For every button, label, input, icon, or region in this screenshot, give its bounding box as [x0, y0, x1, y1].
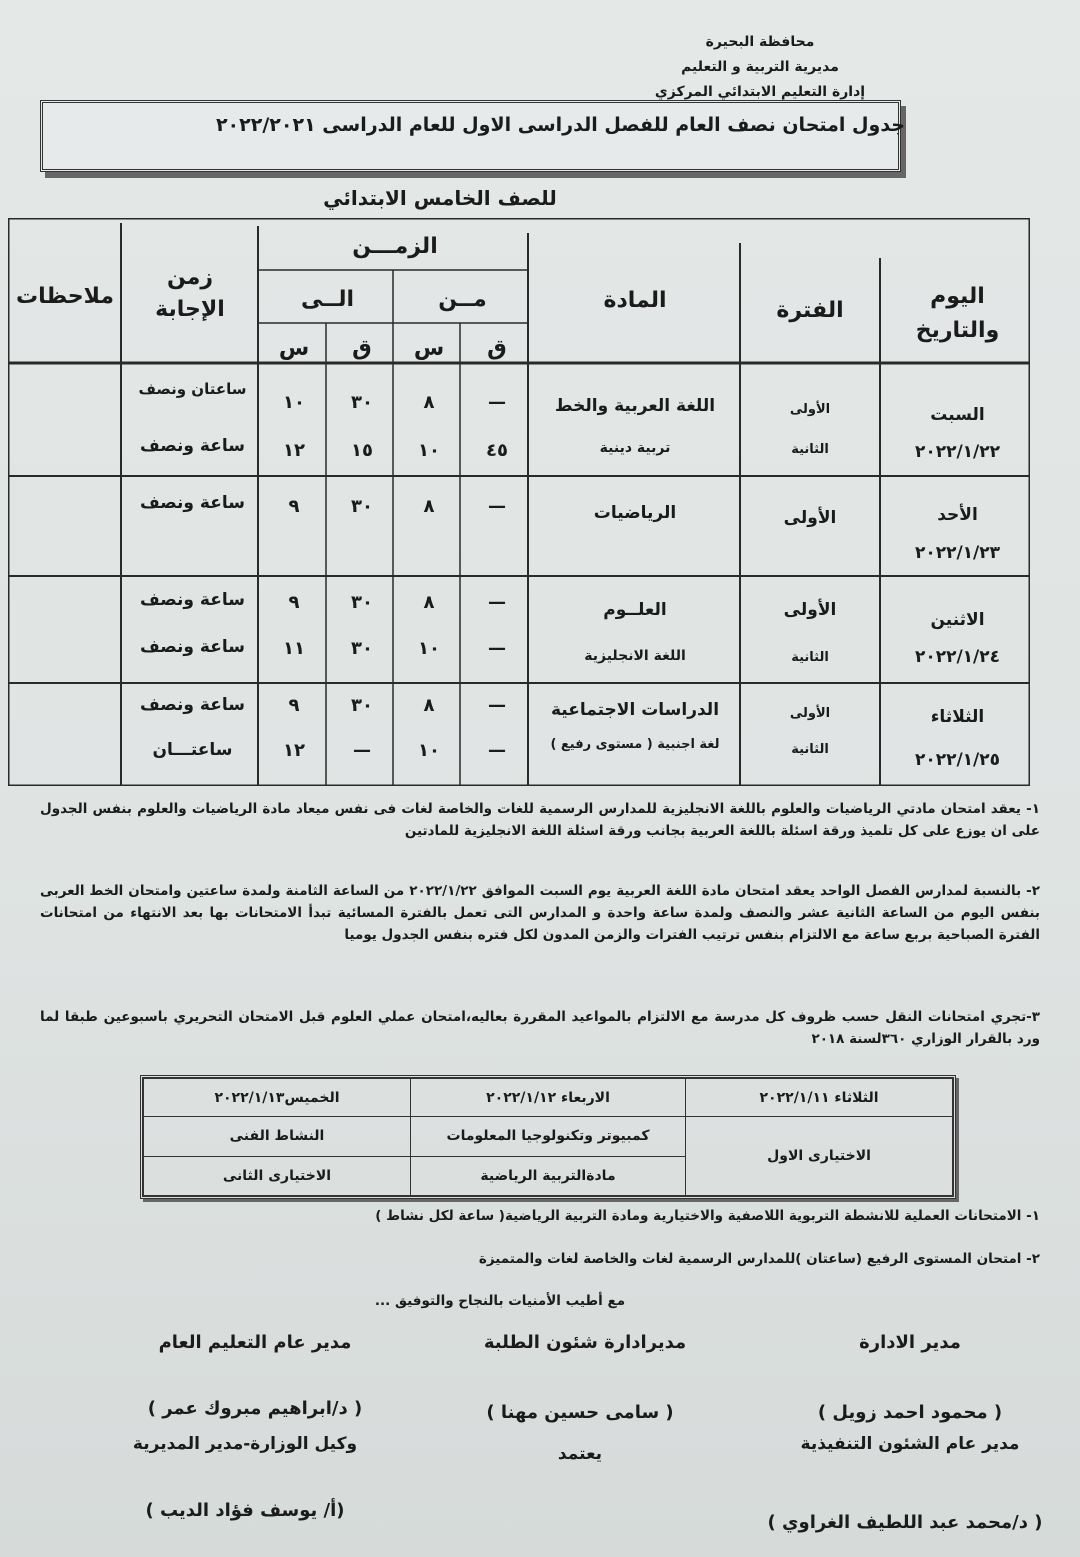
to-hour-cell: ٩	[288, 695, 300, 716]
subject-cell: لغة اجنبية ( مستوى رفيع )	[550, 737, 720, 752]
closing-wish: مع أطيب الأمنيات بالنجاح والتوفيق ...	[374, 1293, 626, 1309]
period-cell: الثانية	[791, 442, 829, 457]
header-from-s: س	[413, 336, 445, 361]
header-to-q: ق	[352, 336, 372, 361]
header-period: الفترة	[776, 298, 844, 323]
from-minute-cell: —	[488, 496, 506, 517]
subject-cell: الدراسات الاجتماعية	[550, 700, 720, 720]
from-hour-cell: ١٠	[418, 740, 440, 761]
activity-day-tue: الثلاثاء ٢٠٢٢/١/١١	[686, 1079, 953, 1117]
header-from-q: ق	[487, 336, 507, 361]
to-minute-cell: ٣٠	[351, 592, 373, 613]
signature-title-2: مديرادارة شئون الطلبة	[483, 1332, 687, 1353]
page-title: جدول امتحان نصف العام للفصل الدراسى الاول للعام الدراسى ٢٠٢٢/٢٠٢١	[215, 114, 905, 136]
activities-table	[140, 1075, 956, 1199]
from-minute-cell: —	[488, 740, 506, 761]
to-hour-cell: ١٠	[283, 392, 305, 413]
from-minute-cell: —	[488, 392, 506, 413]
header-notes: ملاحظات	[16, 284, 114, 309]
from-minute-cell: —	[488, 638, 506, 659]
organization-header	[630, 30, 890, 105]
from-hour-cell: ١٠	[418, 638, 440, 659]
activity-thu-item: الاختيارى الثانى	[144, 1156, 411, 1196]
period-cell: الأولى	[783, 508, 837, 528]
signature-name-1: ( محمود احمد زويل )	[817, 1402, 1003, 1423]
from-hour-cell: ٨	[423, 592, 435, 613]
to-hour-cell: ٩	[288, 496, 300, 517]
note-2: ٢- بالنسبة لمدارس الفصل الواحد يعقد امتحان مادة اللغة العربية يوم السبت الموافق ٢٠٢٢/١/٢٢ من الساعة الثامنة ولمدة ساعتين وامتحان الخط العربى بنفس اليوم من الساعة الثانية عشر والنصف ولمدة ساعة واحدة و المدارس التى تعمل بالفترة المسائية تبدأ الامتحانات بها بعد الانتهاء من امتحانات الفترة الصباحية بربع ساعة مع الالتزام بنفس ترتيب الفترات والزمن المدون لكل فتره بنفس الجدول يوميا	[40, 883, 1041, 943]
header-to: الــى	[300, 287, 355, 312]
from-minute-cell: —	[488, 695, 506, 716]
signature-approve: يعتمد	[557, 1444, 603, 1464]
duration-cell: ساعة ونصف	[140, 493, 245, 513]
from-minute-cell: ٤٥	[486, 440, 508, 461]
to-hour-cell: ٩	[288, 592, 300, 613]
org-line-1: محافظة البحيرة	[705, 34, 815, 50]
duration-cell: ساعة ونصف	[140, 695, 245, 715]
from-minute-cell: —	[488, 592, 506, 613]
bottom-note-2: ٢- امتحان المستوى الرفيع (ساعتان )للمدارس الرسمية لغات والخاصة لغات والمتميزة	[478, 1251, 1040, 1267]
duration-cell: ساعتان ونصف	[138, 380, 247, 398]
subject-cell: اللغة الانجليزية	[584, 648, 686, 664]
period-cell: الأولى	[789, 706, 831, 721]
duration-cell: ساعة ونصف	[140, 436, 245, 456]
to-hour-cell: ١٢	[283, 740, 305, 761]
to-minute-cell: —	[353, 740, 371, 761]
page-subtitle: للصف الخامس الابتدائي	[323, 186, 557, 210]
note-1: ١- يعقد امتحان مادتي الرياضيات والعلوم باللغة الانجليزية للمدارس الرسمية للغات والخاصة لغات فى نفس ميعاد مادة الرياضيات والعلوم بنفس الجدول على ان يوزع على كل تلميذ ورقة اسئلة باللغة العربية بجانب ورقة اسئلة اللغة الانجليزية للمادتين	[40, 801, 1040, 839]
header-day-date: اليوم والتاريخ	[915, 284, 1000, 343]
from-hour-cell: ٨	[423, 392, 435, 413]
signature-title-3: مدير عام التعليم العام	[158, 1332, 352, 1353]
day-name: الاثنين	[930, 610, 985, 630]
subject-cell: اللغة العربية والخط	[554, 396, 716, 416]
day-date: ٢٠٢٢/١/٢٤	[914, 647, 1001, 667]
period-cell: الثانية	[791, 650, 829, 665]
activity-tue-item: الاختيارى الاول	[686, 1117, 953, 1196]
signature-name-3b: (أ/ يوسف فؤاد الديب )	[145, 1500, 345, 1521]
subject-cell: العلــوم	[603, 600, 667, 620]
bottom-note-1: ١- الامتحانات العملية للانشطة التربوية اللاصفية والاختيارية ومادة التربية الرياضية( ساعة لكل نشاط )	[375, 1208, 1040, 1224]
day-date: ٢٠٢٢/١/٢٢	[914, 442, 1001, 462]
from-hour-cell: ١٠	[418, 440, 440, 461]
note-3: ٣-تجري امتحانات النقل حسب ظروف كل مدرسة مع الالتزام بالمواعيد المقررة بعاليه،امتحان عملي العلوم قبل الامتحان التحريري باسبوعين طبقا لما ورد بالقرار الوزاري ٣٦٠لسنة ٢٠١٨	[40, 1009, 1040, 1047]
to-minute-cell: ٣٠	[351, 638, 373, 659]
day-name: الثلاثاء	[930, 707, 985, 727]
subject-cell: الرياضيات	[593, 503, 677, 523]
to-hour-cell: ١٢	[283, 440, 305, 461]
duration-cell: ساعة ونصف	[140, 637, 245, 657]
header-time: الزمـــن	[352, 234, 438, 259]
header-to-s: س	[278, 336, 310, 361]
from-hour-cell: ٨	[423, 496, 435, 517]
to-minute-cell: ١٥	[351, 440, 373, 461]
header-subject: المادة	[603, 288, 667, 313]
org-line-2: مديرية التربية و التعليم	[681, 59, 839, 75]
signature-name-3: ( د/ابراهيم مبروك عمر )	[147, 1398, 363, 1419]
activity-wed-item: كمبيوتر وتكنولوجيا المعلومات	[410, 1117, 685, 1157]
signature-name-2: ( سامى حسين مهنا )	[486, 1402, 674, 1423]
org-line-3: إدارة التعليم الابتدائي المركزي	[654, 84, 866, 100]
activity-day-thu: الخميس٢٠٢٢/١/١٣	[144, 1079, 411, 1117]
subject-cell: تربية دينية	[599, 440, 671, 456]
signature-role-3: وكيل الوزارة-مدير المديرية	[132, 1434, 358, 1454]
period-cell: الأولى	[789, 402, 831, 417]
to-hour-cell: ١١	[283, 638, 305, 659]
from-hour-cell: ٨	[423, 695, 435, 716]
to-minute-cell: ٣٠	[351, 392, 373, 413]
day-name: السبت	[930, 405, 985, 425]
to-minute-cell: ٣٠	[351, 496, 373, 517]
period-cell: الثانية	[791, 742, 829, 757]
day-name: الأحد	[937, 505, 978, 525]
duration-cell: ساعة ونصف	[140, 590, 245, 610]
activity-day-wed: الاربعاء ٢٠٢٢/١/١٢	[410, 1079, 685, 1117]
activity-thu-item: النشاط الفنى	[144, 1117, 411, 1157]
period-cell: الأولى	[783, 600, 837, 620]
header-duration: زمن الإجابة	[155, 265, 225, 322]
to-minute-cell: ٣٠	[351, 695, 373, 716]
duration-cell: ساعتـــان	[152, 740, 233, 760]
signature-name-1b: ( د/محمد عبد اللطيف الغراوي )	[767, 1512, 1043, 1533]
activity-wed-item: مادةالتربية الرياضية	[410, 1156, 685, 1196]
day-date: ٢٠٢٢/١/٢٥	[914, 750, 1001, 770]
signature-role-1: مدير عام الشئون التنفيذية	[800, 1434, 1020, 1454]
header-from: مــن	[438, 287, 487, 312]
day-date: ٢٠٢٢/١/٢٣	[914, 543, 1001, 563]
title-box	[40, 100, 901, 172]
signature-title-1: مدير الادارة	[859, 1332, 961, 1353]
